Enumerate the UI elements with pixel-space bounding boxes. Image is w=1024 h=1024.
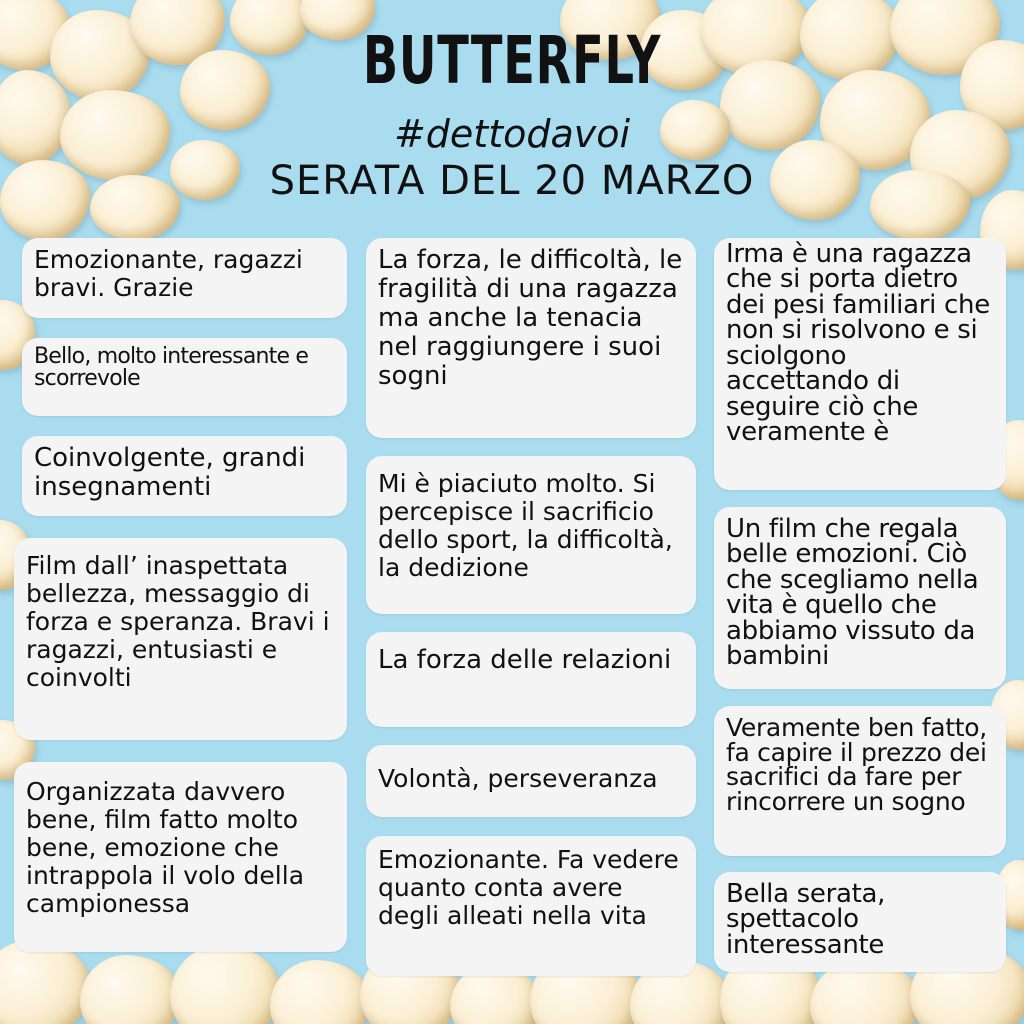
hashtag: #dettodavoi xyxy=(393,112,631,156)
comment-card: La forza, le difficoltà, le fragilità di una ragazza ma anche la tenacia nel raggiungere i suoi sogni xyxy=(366,238,696,438)
event-title: BUTTERFLY xyxy=(362,22,662,99)
comment-card: Volontà, perseveranza xyxy=(366,745,696,817)
comment-card: Emozionante. Fa vedere quanto conta avere degli alleati nella vita xyxy=(366,836,696,976)
comment-card: Veramente ben fatto, fa capire il prezzo dei sacrifici da fare per rincorrere un sogno xyxy=(714,706,1006,856)
comment-card: Emozionante, ragazzi bravi. Grazie xyxy=(22,238,347,318)
comment-card: Coinvolgente, grandi insegnamenti xyxy=(22,436,347,516)
comment-card: Irma è una ragazza che si porta dietro dei pesi familiari che non si risolvono e si sciolgono accettando di seguire ciò che veramente è xyxy=(714,238,1006,490)
comment-card: La forza delle relazioni xyxy=(366,632,696,727)
comment-card: Film dall’ inaspettata bellezza, messaggio di forza e speranza. Bravi i ragazzi, entusiasti e coinvolti xyxy=(14,538,347,740)
comment-card: Bella serata, spettacolo interessante xyxy=(714,872,1006,972)
comment-card: Bello, molto interessante e scorrevole xyxy=(22,338,347,416)
comment-card: Organizzata davvero bene, film fatto molto bene, emozione che intrappola il volo della campionessa xyxy=(14,762,347,952)
comment-card: Mi è piaciuto molto. Si percepisce il sacrificio dello sport, la difficoltà, la dedizione xyxy=(366,456,696,614)
comment-card: Un film che regala belle emozioni. Ciò che scegliamo nella vita è quello che abbiamo vissuto da bambini xyxy=(714,507,1006,689)
event-date: SERATA DEL 20 MARZO xyxy=(269,158,755,204)
